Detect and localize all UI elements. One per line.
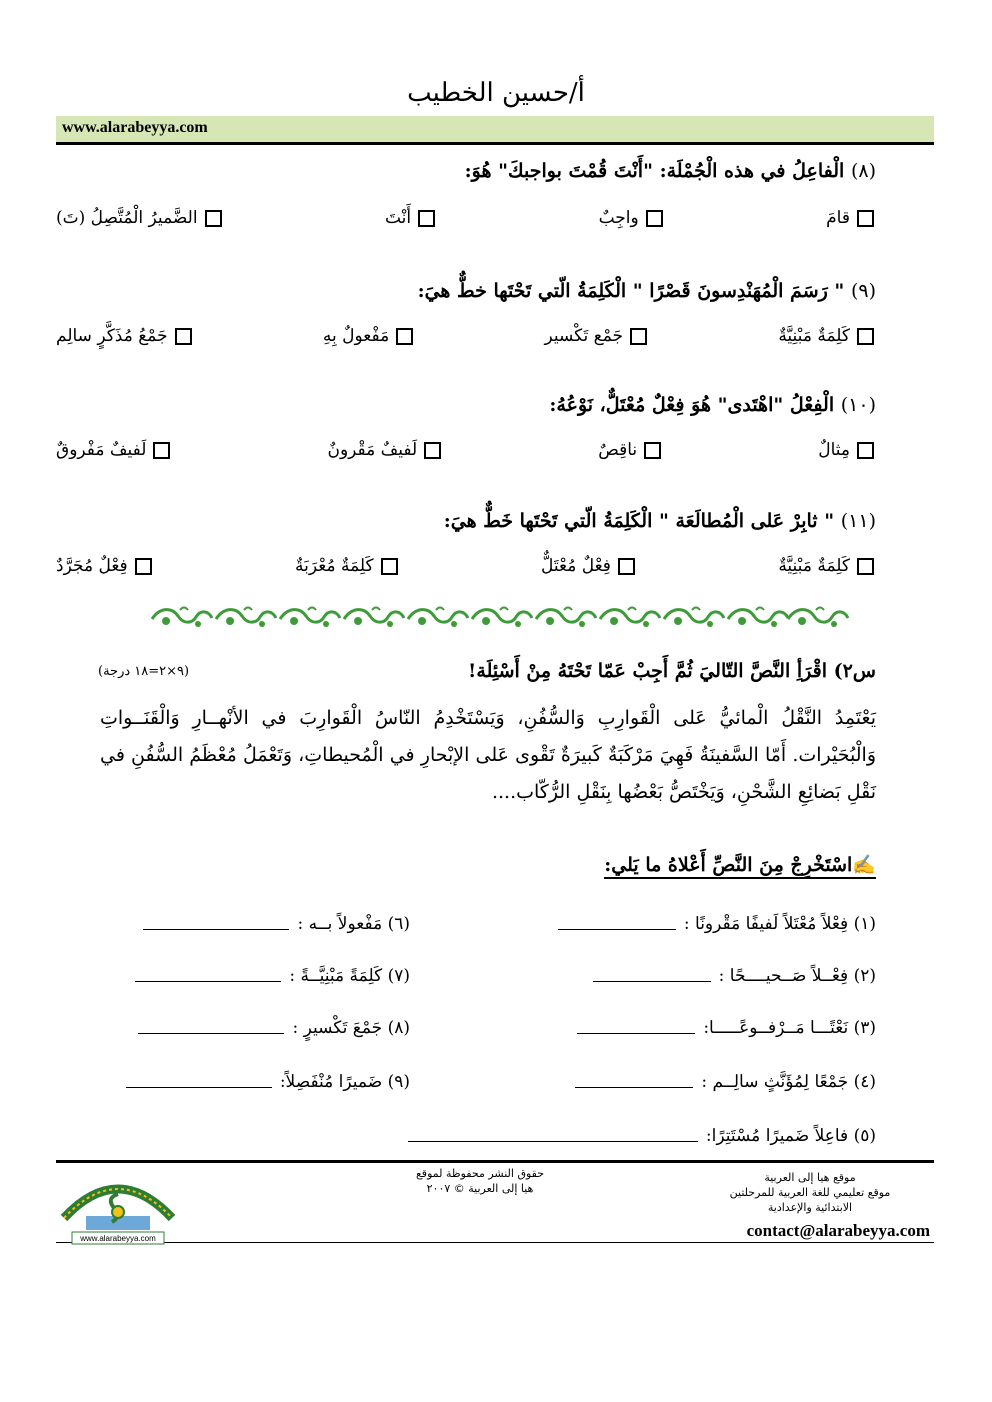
option-label: لَفيفٌ مَقْرونٌ <box>327 440 418 460</box>
extract-item <box>138 1018 410 1038</box>
grade-note: (٩×٢=١٨ درجة) <box>98 664 190 679</box>
option[interactable] <box>818 440 874 460</box>
option[interactable] <box>778 326 874 346</box>
option[interactable] <box>56 440 170 460</box>
item-label: (١) فِعْلاً مُعْتَلاً لَفيفًا مَقْرونًا : <box>683 914 876 934</box>
question-text: " رَسَمَ الْمُهَنْدِسونَ قَصْرًا " الْكَلِمَةُ الّتي تَحْتَها خطٌّ هيَ: <box>417 280 845 302</box>
question-8-options <box>56 208 874 228</box>
footer-site-name: موقع هيا إلى العربية <box>764 1171 856 1184</box>
question-9-options <box>56 326 874 346</box>
author-name: أ/حسين الخطيب <box>407 78 585 108</box>
website-band <box>56 116 934 145</box>
item-label: (٨) جَمْعَ تَكْسيرٍ : <box>292 1018 410 1038</box>
site-logo <box>56 1168 180 1246</box>
option-label: جَمْع تَكْسير <box>544 326 624 346</box>
option-label: ناقِصٌ <box>598 440 638 460</box>
question-number: (١١) <box>840 510 876 532</box>
checkbox-icon[interactable] <box>381 558 398 575</box>
checkbox-icon[interactable] <box>857 442 874 459</box>
question-8 <box>465 160 876 182</box>
item-label: (٩) ضَميرًا مُنْفَصِلاً: <box>279 1072 410 1092</box>
footer-site-desc: موقع تعليمي للغة العربية للمرحلتين <box>729 1186 891 1199</box>
option[interactable] <box>56 208 222 228</box>
checkbox-icon[interactable] <box>424 442 441 459</box>
option-label: لَفيفٌ مَفْروقٌ <box>56 440 147 460</box>
pencil-icon: ✍ <box>852 854 876 876</box>
checkbox-icon[interactable] <box>418 210 435 227</box>
extract-item <box>408 1126 876 1146</box>
option-label: قامَ <box>826 208 850 228</box>
checkbox-icon[interactable] <box>618 558 635 575</box>
answer-blank[interactable] <box>577 1032 695 1034</box>
extract-title-text: اسْتَخْرِجْ مِنَ النَّصِّ أَعْلاهُ ما يَلي: <box>604 854 853 876</box>
extract-item <box>126 1072 410 1092</box>
question-text: الْفِعْلُ "اهْتَدى" هُوَ فِعْلٌ مُعْتَلٌّ، نَوْعُهُ: <box>549 394 835 416</box>
ornamental-divider <box>150 604 850 634</box>
question-10 <box>549 394 876 416</box>
website-url[interactable]: www.alarabeyya.com <box>62 119 208 136</box>
answer-blank[interactable] <box>126 1086 272 1088</box>
checkbox-icon[interactable] <box>175 328 192 345</box>
checkbox-icon[interactable] <box>646 210 663 227</box>
checkbox-icon[interactable] <box>153 442 170 459</box>
question-number: (٨) <box>850 160 876 182</box>
question-number: (٩) <box>850 280 876 302</box>
option[interactable] <box>327 440 441 460</box>
extract-item <box>577 1018 876 1038</box>
option-label: جَمْعُ مُذَكَّرٍ سالِم <box>56 326 168 346</box>
checkbox-icon[interactable] <box>644 442 661 459</box>
checkbox-icon[interactable] <box>205 210 222 227</box>
footer-site-info <box>690 1170 930 1215</box>
option[interactable] <box>599 208 663 228</box>
footer-divider <box>56 1242 934 1243</box>
option-label: واجِبٌ <box>598 208 639 228</box>
reading-passage: يَعْتَمِدُ النَّقْلُ الْمائيُّ عَلى الْقَوارِبِ وَالسُّفُنِ، وَيَسْتَخْدِمُ النّاسُ الْقَوارِبَ في الأنْهــارِ وَالْقَنَــواتِ وَالْبُحَيْرات. أَمّا السَّفينَةُ فَهِيَ مَرْكَبَةٌ كَبيرَةٌ تَقْوى عَلى الإبْحارِ في الْمُحيطاتِ، وَتَعْمَلُ مُعْظَمُ السُّفُنِ في نَقْلِ بَضائِعِ الشَّحْنِ، وَيَخْتَصُّ بَعْضُها بِنَقْلِ الرُّكّاب.... <box>100 707 876 803</box>
extract-title <box>604 853 876 879</box>
checkbox-icon[interactable] <box>857 328 874 345</box>
answer-blank[interactable] <box>558 928 676 930</box>
option[interactable] <box>541 556 635 576</box>
question-text: الْفاعِلُ في هذه الْجُمْلَة: "أَنْتَ قُمْتَ بواجبكَ" هُوَ: <box>464 160 845 182</box>
question-10-options <box>56 440 874 460</box>
option[interactable] <box>826 208 874 228</box>
option-label: مَفْعولٌ بِهِ <box>322 326 390 346</box>
answer-blank[interactable] <box>138 1032 284 1034</box>
option[interactable] <box>56 326 192 346</box>
question-text: " ثابِرْ عَلى الْمُطالَعَة " الْكَلِمَةُ الّتي تَحْتَها خَطٌّ هيَ: <box>443 510 835 532</box>
option-label: كَلِمَةٌ مَبْنِيَّةٌ <box>778 326 850 346</box>
answer-blank[interactable] <box>135 980 281 982</box>
question-number: (١٠) <box>840 394 876 416</box>
copyright-line: هيا إلى العربية © ٢٠٠٧ <box>426 1182 534 1195</box>
answer-blank[interactable] <box>575 1086 693 1088</box>
option-label: كَلِمَةٌ مَبْنِيَّةٌ <box>778 556 850 576</box>
item-label: (٦) مَفْعولاً بــه : <box>297 914 410 934</box>
option-label: الضَّميرُ الْمُتَّصِلُ (تَ) <box>56 208 198 228</box>
footer-copyright <box>380 1166 580 1196</box>
item-label: (٧) كَلِمَةً مَبْنِيَّــةً : <box>289 966 410 986</box>
extract-item <box>135 966 410 986</box>
question-9 <box>418 280 876 302</box>
item-label: (٥) فاعِلاً ضَميرًا مُسْتَتِرًا: <box>705 1126 876 1146</box>
checkbox-icon[interactable] <box>857 210 874 227</box>
option-label: مِثالٌ <box>818 440 850 460</box>
option-label: كَلِمَةٌ مُعْرَبَةٌ <box>295 556 374 576</box>
question-11-options <box>56 556 874 576</box>
item-label: (٣) نَعْتًـــا مَــرْفــوعًـــــا: <box>703 1018 876 1038</box>
option[interactable] <box>385 208 435 228</box>
logo-url: www.alarabeyya.com <box>80 1234 156 1243</box>
answer-blank[interactable] <box>593 980 711 982</box>
checkbox-icon[interactable] <box>857 558 874 575</box>
option-label: أَنْتَ <box>384 208 412 228</box>
option[interactable] <box>56 556 152 576</box>
option-label: فِعْلٌ مُجَرَّدٌ <box>56 556 128 576</box>
option[interactable] <box>598 440 661 460</box>
option-label: فِعْلٌ مُعْتَلٌّ <box>541 556 611 576</box>
question-11 <box>444 510 876 532</box>
extract-item <box>575 1072 876 1092</box>
item-label: (٢) فِعْــلاً صَــحيــــحًا : <box>718 966 876 986</box>
copyright-line: حقوق النشر محفوظة لموقع <box>415 1167 545 1180</box>
footer-site-stages: الابتدائية والإعدادية <box>767 1201 853 1214</box>
extract-item <box>558 914 876 934</box>
item-label: (٤) جَمْعًا لِمُؤَنَّثٍ سالِــم : <box>701 1072 876 1092</box>
section-2-heading: س٢) اقْرَأِ النَّصَّ التّاليَ ثُمَّ أَجِبْ عَمّا تَحْتَهُ مِنْ أَسْئِلَة! <box>468 660 876 682</box>
extract-item <box>143 914 410 934</box>
answer-blank[interactable] <box>408 1140 698 1142</box>
contact-email[interactable]: contact@alarabeyya.com <box>746 1221 930 1240</box>
extract-item <box>593 966 876 986</box>
option[interactable] <box>544 326 647 346</box>
option[interactable] <box>295 556 398 576</box>
answer-blank[interactable] <box>143 928 289 930</box>
checkbox-icon[interactable] <box>135 558 152 575</box>
option[interactable] <box>778 556 874 576</box>
checkbox-icon[interactable] <box>396 328 413 345</box>
checkbox-icon[interactable] <box>630 328 647 345</box>
option[interactable] <box>323 326 413 346</box>
